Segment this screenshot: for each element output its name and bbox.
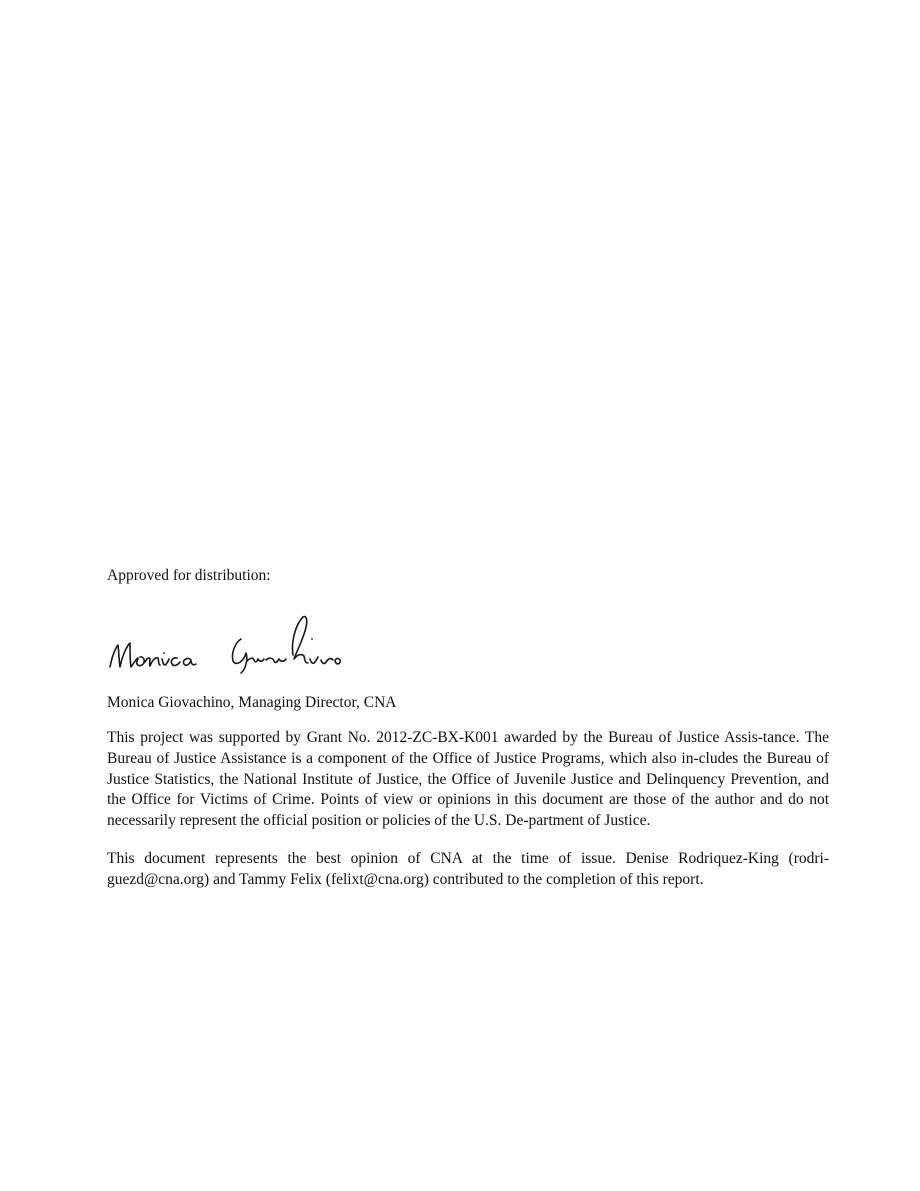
signer-name-title: Monica Giovachino, Managing Director, CNA — [107, 694, 397, 711]
approval-section — [107, 566, 829, 891]
approval-label: Approved for distribution: — [107, 567, 271, 584]
grant-support-paragraph: This project was supported by Grant No. 2012-ZC-BX-K001 awarded by the Bureau of Justice Assis-tance. The Bureau of Justice Assistance is a component of the Office of Justice Programs, which also in-cludes the Bureau of Justice Statistics, the National Institute of Justice, the Office of Juvenile Justice and Delinquency Prevention, and the Office for Victims of Crime. Points of view or opinions in this document are those of the author and do not necessarily represent the official position or policies of the U.S. De-partment of Justice. — [107, 729, 829, 830]
handwritten-signature — [107, 609, 387, 677]
contributors-paragraph: This document represents the best opinion of CNA at the time of issue. Denise Rodriquez-King (rodri-guezd@cna.org) and Tammy Felix (felixt@cna.org) contributed to the completion of this report. — [107, 849, 829, 888]
